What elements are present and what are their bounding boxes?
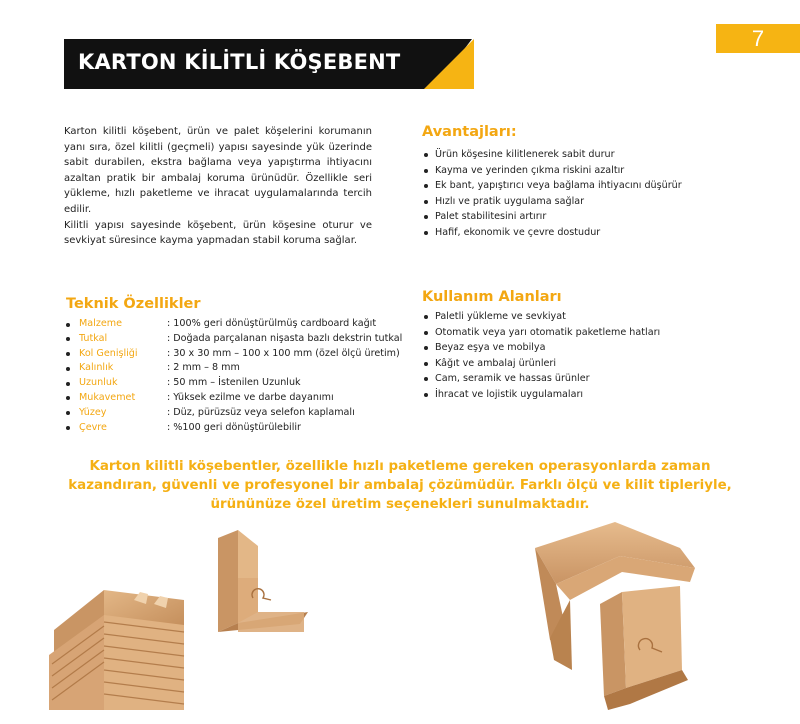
spec-row (64, 317, 402, 332)
list-item: Cam, seramik ve hassas ürünler (422, 371, 660, 387)
spec-value: : %100 geri dönüştürülebilir (167, 421, 301, 433)
list-item: Ürün köşesine kilitlenerek sabit durur (422, 147, 682, 163)
conclusion-line-3: ürününüze özel üretim seçenekleri sunulmaktadır. (210, 497, 590, 513)
usage-title: Kullanım Alanları (422, 289, 562, 305)
spec-label: Çevre (79, 421, 107, 433)
list-item: Beyaz eşya ve mobilya (422, 340, 660, 356)
conclusion-line-1: Karton kilitli köşebentler, özellikle hızlı paketleme gereken operasyonlarda zaman (89, 459, 711, 474)
list-item: Ek bant, yapıştırıcı veya bağlama ihtiyacını düşürür (422, 178, 682, 194)
spec-value: : Yüksek ezilme ve darbe dayanımı (167, 391, 334, 403)
usage-list (422, 309, 660, 403)
spec-label: Yüzey (79, 406, 107, 418)
spec-row (64, 347, 402, 362)
locked-corner-image (208, 528, 318, 638)
list-item: Paletli yükleme ve sevkiyat (422, 309, 660, 325)
spec-row (64, 361, 402, 376)
technical-title: Teknik Özellikler (66, 296, 201, 312)
corner-protector-pair-image (530, 520, 700, 720)
page-number: 7 (716, 24, 800, 53)
spec-row (64, 332, 402, 347)
list-item: Hızlı ve pratik uygulama sağlar (422, 194, 682, 210)
advantages-title: Avantajları: (422, 124, 517, 140)
technical-list (64, 317, 402, 435)
spec-row (64, 391, 402, 406)
spec-label: Malzeme (79, 318, 123, 329)
spec-row (64, 376, 402, 391)
spec-row (64, 421, 402, 436)
intro-text (64, 124, 372, 249)
list-item: İhracat ve lojistik uygulamaları (422, 387, 660, 403)
list-item: Palet stabilitesini artırır (422, 209, 682, 225)
intro-paragraph-1: Karton kilitli köşebent, ürün ve palet köşelerini korumanın yanı sıra, özel kilitli (geçmeli) yapısı sayesinde yük üzerinde sabit durabilen, ekstra bağlama veya yapıştırma ihtiyacını azaltan pratik bir ambalaj koruma ürünüdür. Özellikle seri yükleme, hızlı paketleme ve ihracat uygulamalarında tercih edilir. (64, 126, 372, 215)
advantages-list (422, 147, 682, 241)
title-banner (64, 39, 474, 89)
spec-value: : Düz, pürüzsüz veya selefon kaplamalı (167, 406, 355, 418)
spec-value: : 2 mm – 8 mm (167, 362, 240, 374)
spec-row (64, 406, 402, 421)
spec-value: : 100% geri dönüştürülmüş cardboard kağıt (167, 318, 377, 329)
stacked-corner-boards-image (44, 560, 194, 718)
page-title: KARTON KİLİTLİ KÖŞEBENT (78, 50, 401, 74)
spec-label: Uzunluk (79, 377, 118, 389)
spec-value: : 30 x 30 mm – 100 x 100 mm (özel ölçü üretim) (167, 347, 400, 359)
spec-label: Kol Genişliği (79, 347, 138, 359)
list-item: Otomatik veya yarı otomatik paketleme hatları (422, 325, 660, 341)
list-item: Kayma ve yerinden çıkma riskini azaltır (422, 163, 682, 179)
list-item: Hafif, ekonomik ve çevre dostudur (422, 225, 682, 241)
intro-paragraph-2: Kilitli yapısı sayesinde köşebent, ürün köşesine oturur ve sevkiyat süresince kayma yapmadan stabil koruma sağlar. (64, 219, 372, 247)
conclusion-line-2: kazandıran, güvenli ve profesyonel bir ambalaj çözümüdür. Farklı ölçü ve kilit tipleriyle, (68, 478, 732, 494)
spec-label: Tutkal (79, 332, 108, 344)
spec-value: : 50 mm – İstenilen Uzunluk (167, 377, 301, 389)
spec-value: : Doğada parçalanan nişasta bazlı dekstrin tutkal (167, 332, 403, 344)
conclusion-text (40, 457, 760, 515)
list-item: Kâğıt ve ambalaj ürünleri (422, 356, 660, 372)
spec-label: Kalınlık (79, 362, 114, 374)
spec-label: Mukavemet (79, 391, 136, 403)
